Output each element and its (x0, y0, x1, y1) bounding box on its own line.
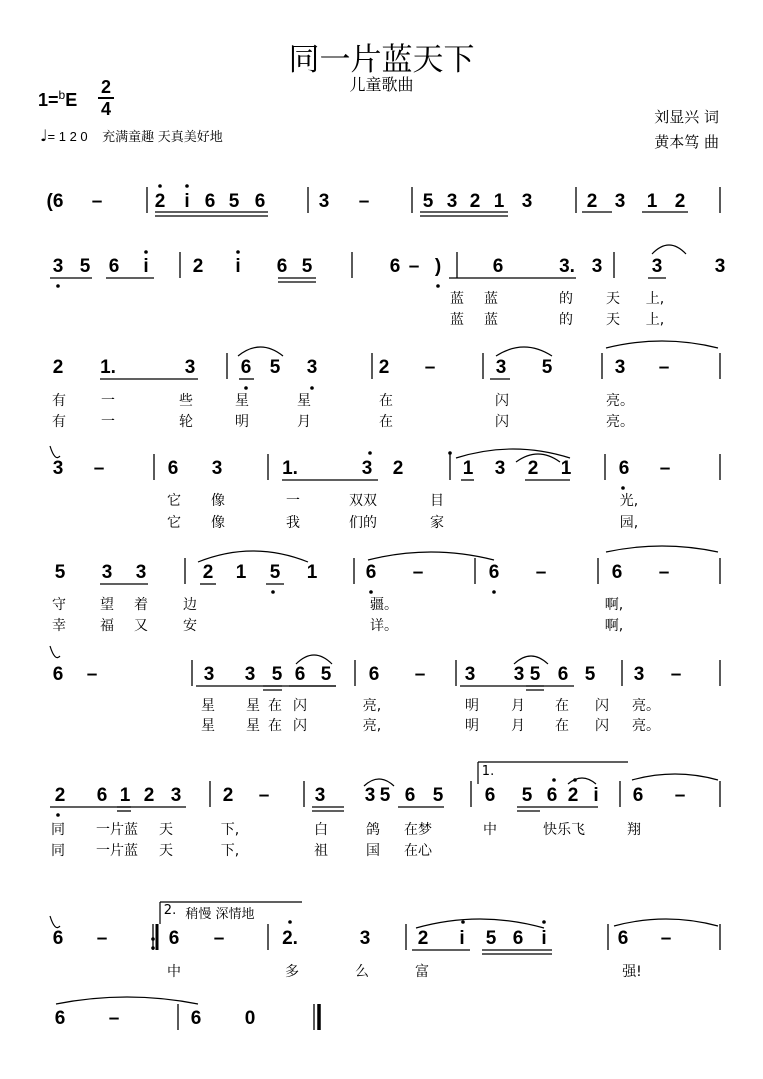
lyric-verse2: 国 (366, 843, 380, 859)
note-digit: 3 (184, 357, 196, 378)
tie-continuation (50, 916, 60, 928)
note-digit: 2 (192, 256, 204, 277)
lyric-verse2: 我 (286, 515, 300, 531)
lyric-verse1: 多 (285, 964, 299, 980)
note-digit: 6 (204, 191, 216, 212)
lyric-verse2: 在 (379, 414, 393, 430)
song-title: 同一片蓝天下 (288, 42, 475, 78)
note-digit: 6 (254, 191, 266, 212)
slur-arc (652, 245, 686, 254)
note-digit: 3 (513, 664, 525, 685)
note-digit: 1 (462, 458, 474, 479)
octave-dot (542, 920, 546, 924)
note-digit: 5 (301, 256, 313, 277)
key-note: E (65, 90, 78, 110)
key-prefix: 1= (38, 90, 59, 110)
dash-extension: – (670, 664, 682, 685)
dash-extension: – (424, 357, 436, 378)
note-digit: 5 (422, 191, 434, 212)
lyric-verse1: 鸽 (366, 822, 380, 838)
slur-arc (606, 546, 718, 552)
lyric-verse1: 疆。 (370, 597, 398, 613)
dash-extension: – (86, 664, 98, 685)
lyric-verse1: 月 (511, 698, 525, 714)
lyric-verse1: 光, (619, 493, 639, 509)
note-digit: 6 (546, 785, 558, 806)
note-digit: (6 (46, 191, 64, 212)
lyric-verse2: 轮 (179, 414, 193, 430)
lyric-verse2: 闪 (495, 414, 509, 430)
note-digit: 6 (368, 664, 380, 685)
note-digit: 1 (235, 562, 247, 583)
note-digit: i (593, 785, 599, 806)
note-digit: i (184, 191, 190, 212)
lyric-verse2: 亮。 (632, 718, 660, 734)
volta1-label: 1. (481, 764, 495, 779)
quarter-note-icon: ♩ (40, 126, 48, 145)
lyric-verse1: 像 (211, 493, 225, 509)
octave-dot (492, 590, 496, 594)
slur-arc (238, 347, 283, 356)
lyric-verse1: 蓝 (484, 291, 498, 307)
slur-arc (568, 778, 596, 784)
slur-arc (456, 449, 570, 458)
lyric-verse2: 星 (201, 718, 215, 734)
note-digit: 5 (228, 191, 240, 212)
key-flat: b (58, 88, 66, 102)
note-digit: 5 (379, 785, 391, 806)
note-digit: 6 (632, 785, 644, 806)
lyric-verse2: 又 (134, 618, 148, 634)
note-digit: 5 (271, 664, 283, 685)
note-digit: 1 (493, 191, 505, 212)
lyric-verse1: 在梦 (404, 822, 432, 838)
note-digit: 3 (714, 256, 726, 277)
dash-extension: – (658, 562, 670, 583)
note-digit: 6 (168, 928, 180, 949)
lyric-verse1: 天 (159, 822, 173, 838)
note-digit: 6 (484, 785, 496, 806)
dash-extension: – (91, 191, 103, 212)
note-digit: 6 (240, 357, 252, 378)
lyric-verse2: 蓝 (450, 312, 464, 328)
note-digit: 2 (674, 191, 686, 212)
octave-dot (144, 250, 148, 254)
note-digit: 6 (618, 458, 630, 479)
octave-dot (288, 920, 292, 924)
lyric-verse1: 闪 (495, 393, 509, 409)
lyric-verse1: 星 (235, 393, 249, 409)
lyric-verse1: 啊, (604, 597, 624, 613)
lyric-verse1: 有 (52, 393, 66, 409)
lyric-verse1: 中 (167, 964, 181, 980)
lyric-verse2: 明 (235, 414, 249, 430)
note-digit: 6 (365, 562, 377, 583)
lyricist-credit: 刘显兴 词 (654, 108, 719, 126)
lyric-verse1: 在 (555, 698, 569, 714)
note-digit: 2. (282, 928, 298, 949)
note-digit: 5 (269, 357, 281, 378)
lyric-verse2: 一 (101, 414, 115, 430)
slur-arc (198, 551, 308, 562)
note-digit: 3 (651, 256, 663, 277)
note-digit: 2 (143, 785, 155, 806)
lyric-verse2: 在 (555, 718, 569, 734)
note-digit: 5 (541, 357, 553, 378)
note-digit: 6 (617, 928, 629, 949)
note-digit: 2 (378, 357, 390, 378)
lyric-verse2: 蓝 (484, 312, 498, 328)
note-digit: 3 (495, 357, 507, 378)
note-digit: 6 (294, 664, 306, 685)
tie-continuation (50, 446, 60, 458)
lyric-verse1: 望 (100, 597, 114, 613)
lyric-verse2: 星 (246, 718, 260, 734)
lyric-verse1: 强! (622, 964, 642, 980)
octave-dot (621, 486, 625, 490)
octave-dot (461, 920, 465, 924)
note-digit: 3 (359, 928, 371, 949)
note-digit: 1. (100, 357, 116, 378)
slur-arc (416, 919, 544, 928)
octave-dot (56, 284, 60, 288)
dash-extension: – (674, 785, 686, 806)
note-digit: 6 (52, 664, 64, 685)
lyric-verse1: 边 (183, 597, 197, 613)
lyric-verse1: 在 (268, 698, 282, 714)
octave-dot (236, 250, 240, 254)
note-digit: 2 (417, 928, 429, 949)
dash-extension: – (414, 664, 426, 685)
note-digit: 2 (392, 458, 404, 479)
note-digit: 2 (222, 785, 234, 806)
tempo-value: = 1 2 0 (47, 129, 88, 144)
note-digit: 0 (244, 1008, 256, 1029)
note-digit: 2 (154, 191, 166, 212)
lyric-verse2: 上, (645, 312, 665, 328)
note-digit: 6 (557, 664, 569, 685)
note-digit: 3 (211, 458, 223, 479)
lyric-verse2: 下, (220, 843, 240, 859)
lyric-verse2: 在 (268, 718, 282, 734)
note-digit: 1. (282, 458, 298, 479)
lyric-verse1: 中 (483, 822, 497, 838)
note-digit: 3 (135, 562, 147, 583)
lyric-verse2: 详。 (370, 618, 398, 634)
note-digit: 3 (614, 191, 626, 212)
octave-dot (552, 778, 556, 782)
volta2-label: 2. (163, 903, 177, 918)
note-digit: 6 (276, 256, 288, 277)
lyric-verse2: 有 (52, 414, 66, 430)
note-digit: 2 (567, 785, 579, 806)
note-digit: 3 (314, 785, 326, 806)
lyric-verse1: 亮。 (632, 698, 660, 714)
lyric-verse2: 月 (511, 718, 525, 734)
note-digit: 5 (529, 664, 541, 685)
note-digit: 3 (244, 664, 256, 685)
slur-arc (56, 997, 198, 1004)
lyric-verse1: 同 (51, 822, 65, 838)
time-bottom: 4 (100, 99, 111, 119)
lyric-verse1: 双双 (349, 493, 377, 509)
dash-extension: – (358, 191, 370, 212)
note-digit: 1 (306, 562, 318, 583)
dash-extension: – (659, 458, 671, 479)
note-digit: 3 (361, 458, 373, 479)
lyric-verse1: 下, (220, 822, 240, 838)
note-digit: ) (434, 256, 442, 277)
octave-dot (368, 451, 372, 455)
note-digit: 3 (364, 785, 376, 806)
expression-text: 充满童趣 天真美好地 (102, 129, 223, 144)
lyric-verse1: 些 (179, 393, 193, 409)
slur-arc (632, 774, 718, 780)
lyric-verse2: 一片蓝 (96, 843, 138, 859)
lyric-verse2: 闪 (595, 718, 609, 734)
note-digit: i (541, 928, 547, 949)
note-digit: 6 (512, 928, 524, 949)
note-digit: 5 (320, 664, 332, 685)
dash-extension: – (108, 1008, 120, 1029)
dash-extension: – (535, 562, 547, 583)
note-digit: 2 (202, 562, 214, 583)
lyric-verse1: 星 (297, 393, 311, 409)
lyric-verse1: 目 (430, 493, 444, 509)
lyric-verse1: 白 (314, 822, 328, 838)
note-digit: i (143, 256, 149, 277)
slur-arc (496, 347, 552, 356)
octave-dot (436, 284, 440, 288)
lyric-verse1: 的 (559, 291, 573, 307)
lyric-verse2: 啊, (604, 618, 624, 634)
lyric-verse2: 安 (183, 618, 197, 634)
note-digit: 2 (527, 458, 539, 479)
note-digit: 3. (559, 256, 575, 277)
note-digit: 3 (170, 785, 182, 806)
note-digit: 6 (108, 256, 120, 277)
note-digit: i (459, 928, 465, 949)
note-digit: 6 (611, 562, 623, 583)
note-digit: 3 (318, 191, 330, 212)
lyric-verse1: 星 (246, 698, 260, 714)
note-digit: 3 (446, 191, 458, 212)
octave-dot (185, 184, 189, 188)
note-digit: 3 (464, 664, 476, 685)
note-digit: 3 (101, 562, 113, 583)
note-digit: 1 (119, 785, 131, 806)
song-subtitle: 儿童歌曲 (349, 75, 414, 94)
lyric-verse2: 闪 (293, 718, 307, 734)
time-top: 2 (100, 77, 111, 97)
note-digit: 6 (488, 562, 500, 583)
note-digit: 6 (404, 785, 416, 806)
note-digit: 6 (389, 256, 401, 277)
octave-dot (244, 386, 248, 390)
note-digit: 5 (79, 256, 91, 277)
note-digit: 6 (52, 928, 64, 949)
dash-extension: – (408, 256, 420, 277)
octave-dot (448, 451, 452, 455)
slur-arc (514, 656, 548, 664)
dash-extension: – (258, 785, 270, 806)
lyric-verse1: 亮, (362, 698, 382, 714)
lyric-verse2: 天 (159, 843, 173, 859)
lyric-verse1: 闪 (293, 698, 307, 714)
octave-dot (369, 590, 373, 594)
lyric-verse1: 守 (52, 597, 66, 613)
lyric-verse2: 们的 (349, 515, 377, 531)
lyric-verse2: 亮, (362, 718, 382, 734)
lyric-verse2: 它 (167, 515, 181, 531)
note-digit: 3 (591, 256, 603, 277)
lyric-verse2: 家 (430, 515, 444, 531)
note-digit: 3 (52, 256, 64, 277)
dash-extension: – (213, 928, 225, 949)
octave-dot (56, 813, 60, 817)
dash-extension: – (412, 562, 424, 583)
note-digit: 1 (560, 458, 572, 479)
note-digit: 3 (52, 458, 64, 479)
note-digit: 3 (614, 357, 626, 378)
note-digit: 2 (586, 191, 598, 212)
note-digit: i (235, 256, 241, 277)
note-digit: 2 (54, 785, 66, 806)
dash-extension: – (93, 458, 105, 479)
lyric-verse2: 园, (619, 515, 639, 531)
lyric-verse2: 亮。 (606, 414, 634, 430)
note-digit: 3 (633, 664, 645, 685)
repeat-dot (151, 937, 155, 941)
lyric-verse2: 的 (559, 312, 573, 328)
lyric-verse1: 富 (415, 964, 429, 980)
note-digit: 5 (521, 785, 533, 806)
lyric-verse2: 幸 (52, 618, 66, 634)
note-digit: 3 (203, 664, 215, 685)
lyric-verse1: 亮。 (606, 393, 634, 409)
repeat-dot (151, 946, 155, 950)
note-digit: 3 (521, 191, 533, 212)
lyric-verse1: 翔 (627, 822, 641, 838)
note-digit: 5 (485, 928, 497, 949)
volta2-expression: 稍慢 深情地 (185, 907, 255, 922)
slur-arc (614, 919, 718, 926)
octave-dot (310, 386, 314, 390)
note-digit: 5 (584, 664, 596, 685)
lyric-verse1: 上, (645, 291, 665, 307)
note-digit: 2 (469, 191, 481, 212)
note-digit: 2 (52, 357, 64, 378)
note-digit: 3 (306, 357, 318, 378)
lyric-verse1: 明 (465, 698, 479, 714)
note-digit: 6 (96, 785, 108, 806)
composer-credit: 黄本笃 曲 (654, 133, 719, 151)
note-digit: 3 (494, 458, 506, 479)
lyric-verse1: 一 (101, 393, 115, 409)
lyric-verse1: 闪 (595, 698, 609, 714)
lyric-verse2: 天 (606, 312, 620, 328)
lyric-verse1: 星 (201, 698, 215, 714)
lyric-verse1: 天 (606, 291, 620, 307)
lyric-verse2: 同 (51, 843, 65, 859)
dash-extension: – (96, 928, 108, 949)
lyric-verse2: 在心 (404, 843, 432, 859)
note-digit: 6 (167, 458, 179, 479)
lyric-verse2: 月 (297, 414, 311, 430)
note-digit: 5 (269, 562, 281, 583)
lyric-verse2: 明 (465, 718, 479, 734)
lyric-verse1: 它 (167, 493, 181, 509)
dash-extension: – (660, 928, 672, 949)
lyric-verse2: 祖 (314, 843, 328, 859)
note-digit: 6 (190, 1008, 202, 1029)
octave-dot (158, 184, 162, 188)
note-digit: 6 (492, 256, 504, 277)
tie-continuation (50, 646, 60, 658)
lyric-verse1: 一片蓝 (96, 822, 138, 838)
lyric-verse2: 像 (211, 515, 225, 531)
slur-arc (296, 655, 332, 664)
note-digit: 1 (646, 191, 658, 212)
note-digit: 5 (54, 562, 66, 583)
lyric-verse1: 一 (286, 493, 300, 509)
lyric-verse1: 着 (134, 597, 148, 613)
lyric-verse1: 在 (379, 393, 393, 409)
lyric-verse1: 么 (355, 964, 369, 980)
slur-arc (606, 341, 718, 348)
lyric-verse1: 蓝 (450, 291, 464, 307)
note-digit: 5 (432, 785, 444, 806)
lyric-verse1: 快乐飞 (543, 822, 585, 838)
note-digit: 6 (54, 1008, 66, 1029)
lyric-verse2: 福 (100, 618, 114, 634)
octave-dot (271, 590, 275, 594)
dash-extension: – (658, 357, 670, 378)
